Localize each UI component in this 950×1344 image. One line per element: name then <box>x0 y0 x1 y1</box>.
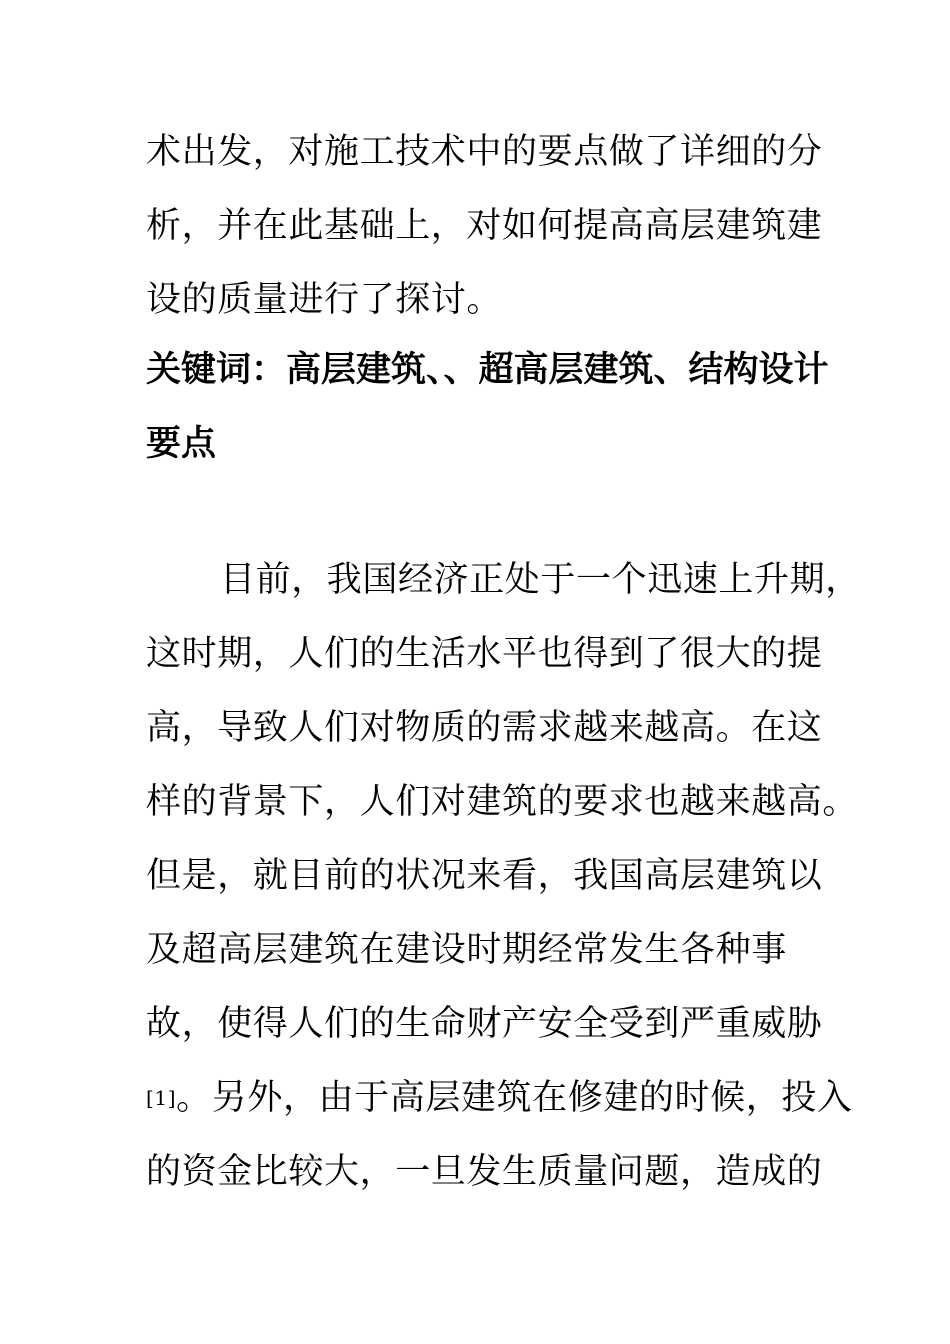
body-line-8-text: 。另外，由于高层建筑在修建的时候，投入 <box>176 1078 853 1118</box>
citation-marker: [1] <box>146 1086 177 1110</box>
body-line-7: 故，使得人们的生命财产安全受到严重威胁 <box>146 1004 823 1044</box>
body-line-2: 这时期，人们的生活水平也得到了很大的提 <box>146 634 823 674</box>
abstract-line-3: 设的质量进行了探讨。 <box>146 280 503 320</box>
body-line-8 <box>146 1078 853 1118</box>
keywords-line-1: 关键词：高层建筑、、超高层建筑、结构设计 <box>146 350 829 390</box>
body-line-5: 但是，就目前的状况来看，我国高层建筑以 <box>146 856 823 896</box>
abstract-line-1: 术出发，对施工技术中的要点做了详细的分 <box>146 132 823 172</box>
keywords-line-2: 要点 <box>146 424 217 464</box>
body-line-9: 的资金比较大，一旦发生质量问题，造成的 <box>146 1152 823 1192</box>
body-line-3: 高，导致人们对物质的需求越来越高。在这 <box>146 708 823 748</box>
body-line-6: 及超高层建筑在建设时期经常发生各种事 <box>146 930 787 970</box>
body-line-1: 目前，我国经济正处于一个迅速上升期， <box>220 560 861 600</box>
abstract-line-2: 析，并在此基础上，对如何提高高层建筑建 <box>146 206 823 246</box>
body-line-4: 样的背景下，人们对建筑的要求也越来越高。 <box>146 782 859 822</box>
